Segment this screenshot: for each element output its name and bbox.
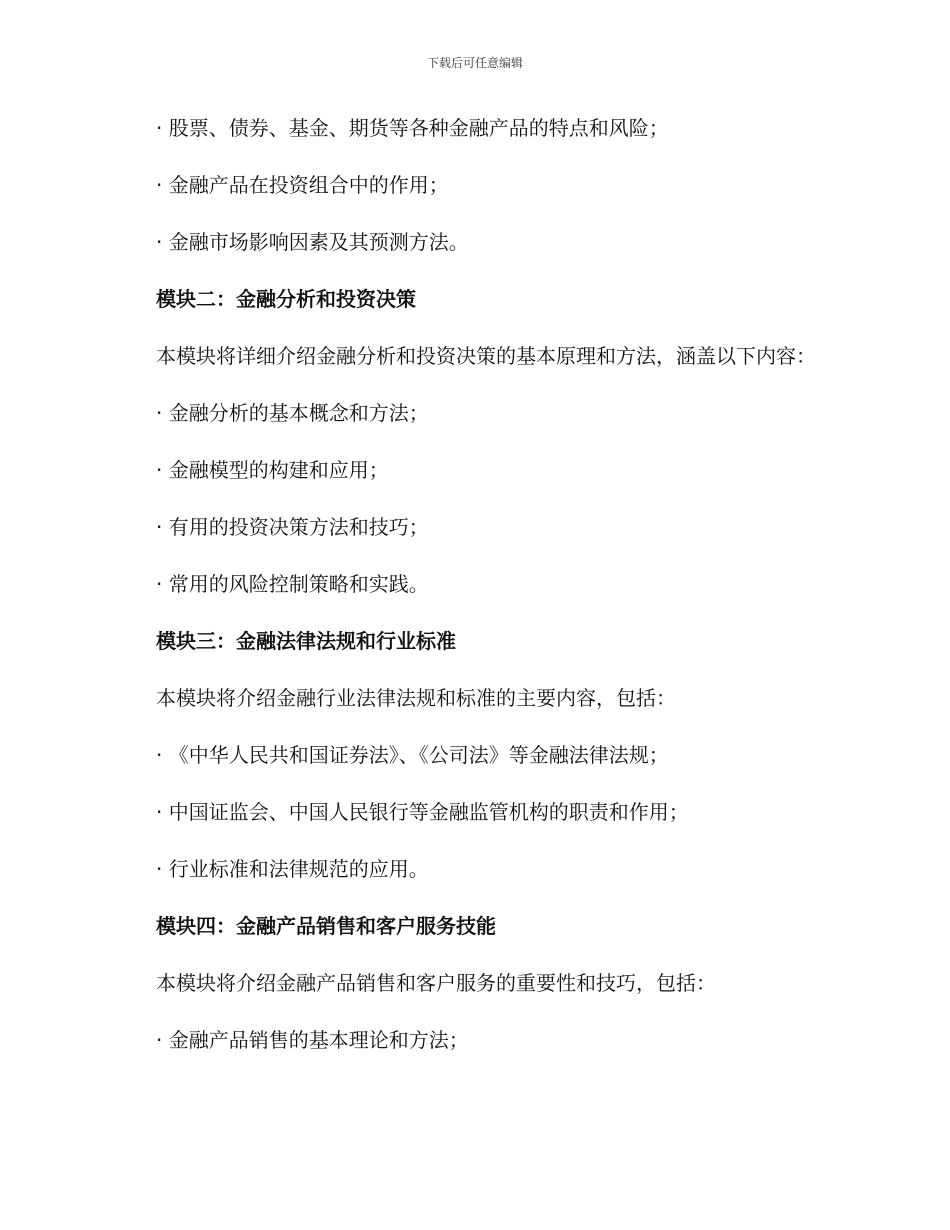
document-body xyxy=(113,112,835,1081)
bullet-item: · 金融市场影响因素及其预测方法。 xyxy=(156,230,469,254)
bullet-item: · 股票、债券、基金、期货等各种金融产品的特点和风险； xyxy=(156,116,669,140)
section-intro-module-2: 本模块将详细介绍金融分析和投资决策的基本原理和方法，涵盖以下内容： xyxy=(156,344,816,368)
section-intro-module-4: 本模块将介绍金融产品销售和客户服务的重要性和技巧，包括： xyxy=(156,971,716,995)
page-header: 下载后可任意编辑 xyxy=(426,56,523,70)
section-heading-module-2: 模块二：金融分析和投资决策 xyxy=(156,287,416,311)
bullet-item: · 中国证监会、中国人民银行等金融监管机构的职责和作用； xyxy=(156,800,689,824)
section-heading-module-4: 模块四：金融产品销售和客户服务技能 xyxy=(156,914,496,938)
section-intro-module-3: 本模块将介绍金融行业法律法规和标准的主要内容，包括： xyxy=(156,686,676,710)
section-heading-module-3: 模块三：金融法律法规和行业标准 xyxy=(156,629,456,653)
bullet-item: · 金融模型的构建和应用； xyxy=(156,458,389,482)
bullet-item: · 《中华人民共和国证券法》、《公司法》等金融法律法规； xyxy=(156,743,669,767)
bullet-item: · 金融产品在投资组合中的作用； xyxy=(156,173,449,197)
bullet-item: · 金融分析的基本概念和方法； xyxy=(156,401,429,425)
bullet-item: · 金融产品销售的基本理论和方法； xyxy=(156,1028,469,1052)
bullet-item: · 有用的投资决策方法和技巧； xyxy=(156,515,429,539)
bullet-item: · 常用的风险控制策略和实践。 xyxy=(156,572,429,596)
bullet-item: · 行业标准和法律规范的应用。 xyxy=(156,857,429,881)
